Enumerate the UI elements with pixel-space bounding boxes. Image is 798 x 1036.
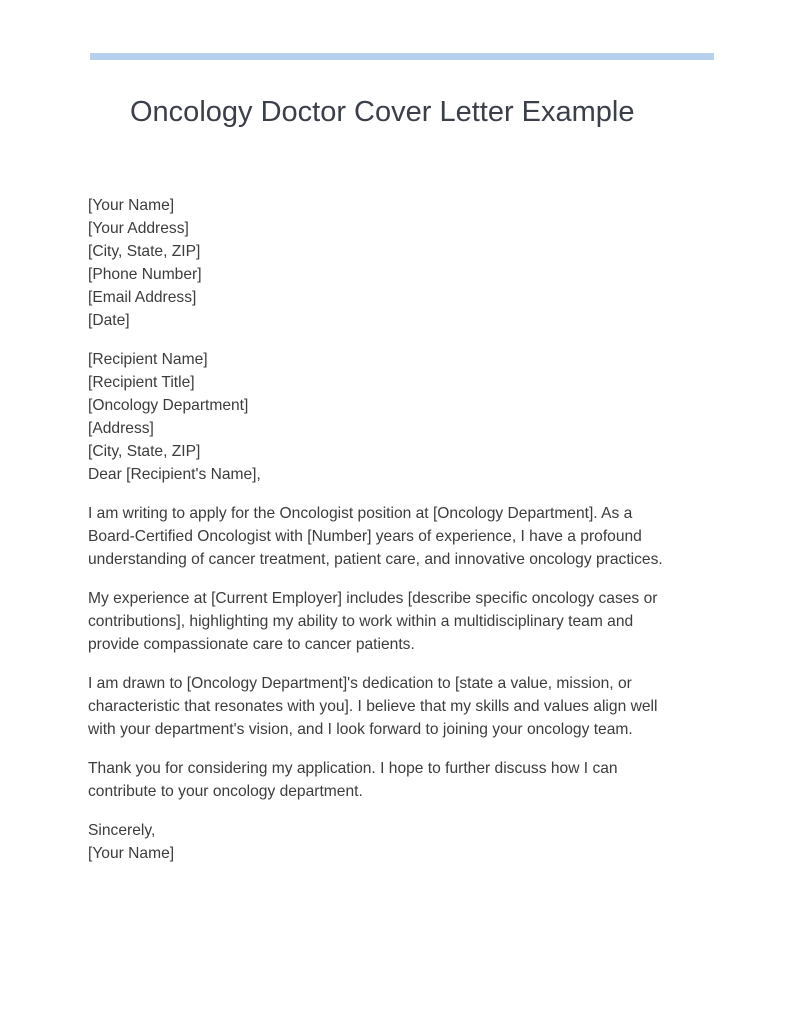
- paragraph-line: contribute to your oncology department.: [88, 783, 363, 800]
- recipient-title: [Recipient Title]: [88, 374, 195, 391]
- sender-email: [Email Address]: [88, 289, 197, 306]
- paragraph-line: My experience at [Current Employer] includes [describe specific oncology cases or: [88, 590, 658, 607]
- recipient-address-block: [88, 348, 698, 486]
- paragraph-line: provide compassionate care to cancer patients.: [88, 636, 415, 653]
- paragraph-line: with your department's vision, and I look forward to joining your oncology team.: [88, 721, 633, 738]
- body-paragraph-intro: [88, 502, 698, 571]
- closing-phrase: Sincerely,: [88, 822, 156, 839]
- page-title: Oncology Doctor Cover Letter Example: [130, 96, 635, 128]
- sender-address-block: [88, 194, 698, 332]
- recipient-department: [Oncology Department]: [88, 397, 249, 414]
- paragraph-line: I am writing to apply for the Oncologist position at [Oncology Department]. As a: [88, 505, 633, 522]
- recipient-name: [Recipient Name]: [88, 351, 208, 368]
- salutation: Dear [Recipient's Name],: [88, 466, 261, 483]
- paragraph-line: Board-Certified Oncologist with [Number] years of experience, I have a profound: [88, 528, 642, 545]
- body-paragraph-motivation: [88, 672, 698, 741]
- sender-phone: [Phone Number]: [88, 266, 202, 283]
- header-accent-bar: [90, 53, 714, 60]
- sender-city-state-zip: [City, State, ZIP]: [88, 243, 201, 260]
- sender-address: [Your Address]: [88, 220, 189, 237]
- paragraph-line: I am drawn to [Oncology Department]'s dedication to [state a value, mission, or: [88, 675, 632, 692]
- paragraph-line: Thank you for considering my application. I hope to further discuss how I can: [88, 760, 618, 777]
- recipient-address: [Address]: [88, 420, 154, 437]
- body-paragraph-thanks: [88, 757, 698, 803]
- letter-date: [Date]: [88, 312, 130, 329]
- signature-name: [Your Name]: [88, 845, 175, 862]
- paragraph-line: characteristic that resonates with you]. I believe that my skills and values align well: [88, 698, 658, 715]
- paragraph-line: understanding of cancer treatment, patient care, and innovative oncology practices.: [88, 551, 663, 568]
- paragraph-line: contributions], highlighting my ability to work within a multidisciplinary team and: [88, 613, 634, 630]
- closing-block: [88, 819, 698, 865]
- letter-body: [88, 194, 698, 865]
- sender-name: [Your Name]: [88, 197, 175, 214]
- body-paragraph-experience: [88, 587, 698, 656]
- recipient-city-state-zip: [City, State, ZIP]: [88, 443, 201, 460]
